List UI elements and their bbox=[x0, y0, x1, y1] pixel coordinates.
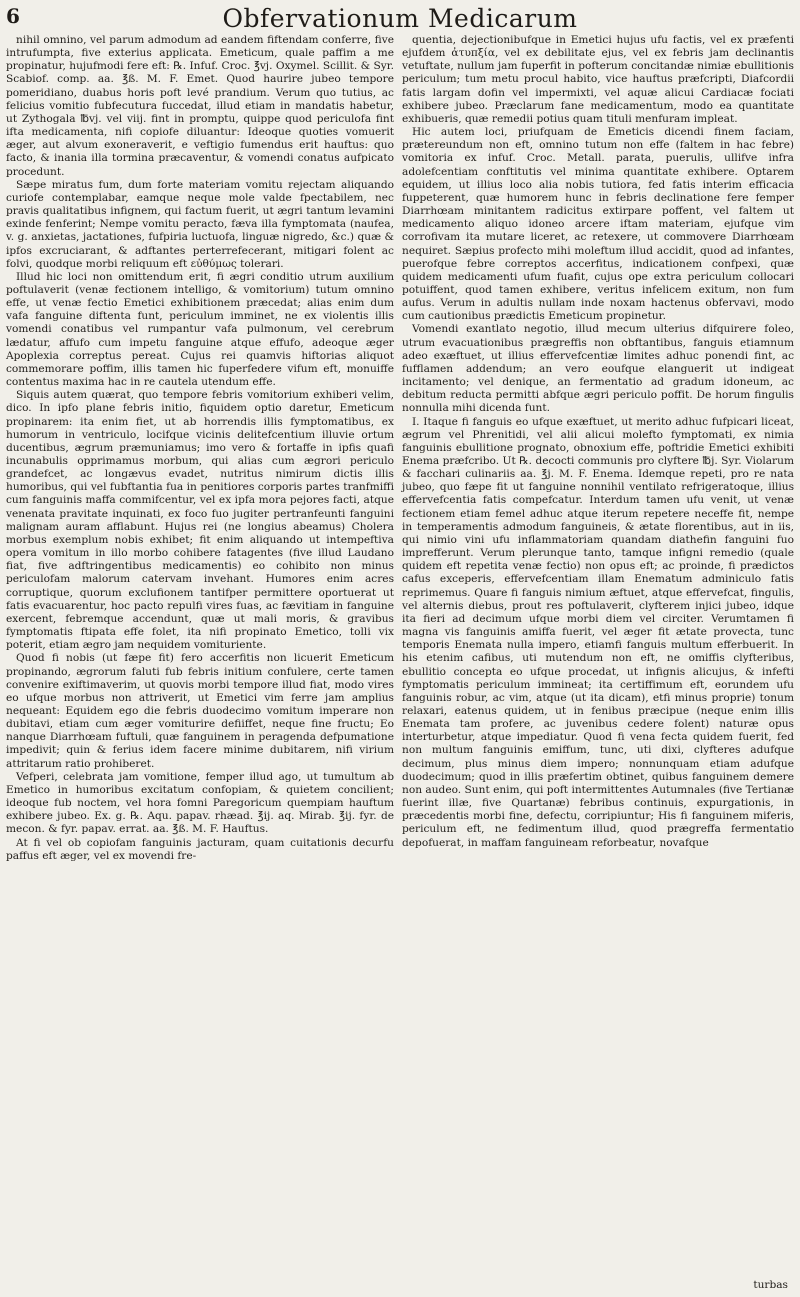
page-header bbox=[0, 4, 800, 32]
paragraph: Sæpe miratus fum, dum forte materiam vomitu rejectam aliquando curiofe contemplabar, eamque neque mole valde fpectabilem, nec pravis qualitatibus infignem, qui factum fuerit, ut ægri tantum levamini exinde fenferint; Nempe vomitu peracto, fæva illa fymptomata (naufea, v. g. anxietas, jactationes, fufpiria luctuofa, linguæ nigredo, &c.) quæ & ipfos excruciarant, & adftantes perterrefecerant, mitigari folent ac folvi, quodque morbi reliquum eft εὐθύμως tolerari. bbox=[6, 178, 394, 270]
paragraph: Quod fi nobis (ut fæpe fit) fero accerfitis non licuerit Emeticum propinando, ægrorum faluti fub febris initium confulere, certe tamen convenire exiftimaverim, ut quovis morbi tempore illud fiat, modo vires eo ufque morbus non attriverit, ut Emetici vim ferre jam amplius nequeant: Equidem ego die febris duodecimo vomitum imperare non dubitavi, etiam cum æger vomiturire defiiffet, neque fine fructu; Eo nanque Diarrhœam fuftuli, quæ fanguinem in peragenda defpumatione impedivit; quin & ferius idem facere minime dubitarem, nifi virium attritarum ratio prohiberet. bbox=[6, 652, 394, 770]
running-head: Obfervationum Medicarum bbox=[222, 4, 578, 33]
page-number: 6 bbox=[6, 4, 20, 28]
paragraph: Hic autem loci, priufquam de Emeticis dicendi finem faciam, prætereundum non eft, omnino tutum non effe (faltem in hac febre) vomitoria ex infuf. Croc. Metall. parata, puerulis, ullifve infra adolefcentiam conftitutis vel minima quantitate exhibere. Optarem equidem, ut illius loco alia nobis tutiora, fed fatis interim efficacia fuppeterent, quæ humorem hunc in febris declinatione fere femper Diarrhœam minitantem radicitus extirpare poffent, vel faltem ut medicamento aliquo idoneo arcere iftam materiam, ejufque vim corrofivam ita mutare liceret, ac retexere, ut commovere Diarrhœam nequiret. Sæpius profecto mihi moleftum illud accidit, quod ad infantes, puerofque febre correptos accerfitus, indicationem confpexi, quæ quidem medicamenti ufum fuafit, cujus ope extra periculum collocari potuiffent, quod tamen exhibere, veritus infelicem exitum, non fum aufus. Verum in adultis nullam inde noxam hactenus obfervavi, modo cum cautionibus prædictis Emeticum propinetur. bbox=[402, 126, 794, 323]
paragraph: quentia, dejectionibufque in Emetici hujus ufu factis, vel ex præfenti ejufdem ἀτυπξία, vel ex debilitate ejus, vel ex febris jam declinantis vetuftate, nullum jam fuperfit in pofterum concitandæ nimiæ ebullitionis periculum; tum metu procul habito, vice hauftus præfcripti, Diafcordii fatis largam dofin vel impermixti, vel aquæ alicui Cardiacæ fociati exhibere jubeo. Præclarum fane medicamentum, modo ea quantitate exhibueris, quæ remedii potius quam tituli menfuram impleat. bbox=[402, 34, 794, 125]
paragraph: Vefperi, celebrata jam vomitione, femper illud ago, ut tumultum ab Emetico in humoribus excitatum confopiam, & quietem concilient; ideoque fub noctem, vel hora fomni Paregoricum quempiam hauftum exhibere jubeo. Ex. g. ℞. Aqu. papav. rhæad. ℥ij. aq. Mirab. ℥ij. fyr. de mecon. & fyr. papav. errat. aa. ℥ß. M. F. Hauftus. bbox=[6, 770, 394, 836]
paragraph: Vomendi exantlato negotio, illud mecum ulterius difquirere foleo, utrum evacuationibus prægreffis non obftantibus, fanguis etiamnum adeo exæftuet, ut illius effervefcentiæ limites adhuc ponendi fint, ac fufflamen addendum; an vero eoufque elanguerit ut indigeat incitamento; vel denique, an fermentatio ad gradum idoneum, ac debitum reducta permitti abfque ægri periculo poffit. De horum fingulis nonnulla mihi dicenda funt. bbox=[402, 323, 794, 415]
catchword: turbas bbox=[753, 1279, 788, 1291]
right-column bbox=[402, 34, 794, 850]
paragraph: Siquis autem quærat, quo tempore febris vomitorium exhiberi velim, dico. In ipfo plane febris initio, fiquidem optio daretur, Emeticum propinarem: ita enim fiet, ut ab horrendis illis fymptomatibus, ex humorum in ventriculo, locifque vicinis delitefcentium illuvie ortum ducentibus, ægrum præmuniamus; imo vero & fortaffe in ipfis quafi incunabulis opprimamus morbum, qui alias cum ægrori periculo grandefcet, ac longævus evadet, nutritus nimirum dictis illis humoribus, qui vel fubftantia fua in penitiores corporis partes tranfmiffi cum fanguinis maffa commifcentur, vel ex ipfa mora pejores facti, atque venenata pravitate inquinati, ex foco fuo jugiter pertranfeunti fanguini malignam auram afflabunt. Hujus rei (ne longius abeamus) Cholera morbus exemplum nobis exhibet; fit enim aliquando ut intempeftiva opera vomitum in illo morbo cohibere fatagentes (five illud Laudano fiat, five adftringentibus medicamentis) eo cohibito non minus periculofam malorum catervam invehant. Humores enim acres corruptique, quorum exclufionem tantifper permittere oportuerat ut fatis evacuarentur, hoc pacto repulfi vires fuas, ac fævitiam in fanguine exercent, febremque accendunt, quæ ut mali moris, & gravibus fymptomatis ftipata effe folet, ita nifi propinato Emetico, tolli vix poterit, etiam ægro jam nequidem vomituriente. bbox=[6, 389, 394, 652]
paragraph: At fi vel ob copiofam fanguinis jacturam, quam cuitationis decurfu paffus eft æger, vel ex movendi fre- bbox=[6, 836, 394, 862]
left-column bbox=[6, 34, 394, 863]
paragraph: I. Itaque fi fanguis eo ufque exæftuet, ut merito adhuc fufpicari liceat, ægrum vel Phrenitidi, vel alii alicui molefto fymptomati, ex nimia fanguinis ebullitione prognato, obnoxium effe, poftridie Emetici exhibiti Enema præfcribo. Ut ℞. decocti communis pro clyftere ℔j. Syr. Violarum & facchari culinariis aa. ℥j. M. F. Enema. Idemque repeti, pro re nata jubeo, quo fæpe fit ut fanguine nonnihil ventilato refrigeratoque, illius effervefcentia fatis compefcatur. Interdum tamen ufu venit, ut venæ fectionem etiam femel adhuc atque iterum repetere neceffe fit, nempe in temperamentis admodum fanguineis, & ætate florentibus, aut in iis, qui nimio vini ufu inflammatoriam quandam diathefin fanguini fuo imprefferunt. Verum plerunque tanto, tamque infigni remedio (quale quidem eft repetita venæ fectio) non opus eft; ac proinde, fi prædictos cafus exceperis, effervefcentiam illam Enematum adminiculo fatis reprimemus. Quare fi fanguis nimium æftuet, atque effervefcat, fingulis, vel alternis diebus, prout res poftulaverit, clyfterem injici jubeo, idque ita fieri ad decimum ufque morbi diem vel circiter. Verumtamen fi magna vis fanguinis amiffa fuerit, vel æger fit ætate provecta, tunc temporis Enemata nulla impero, etiamfi fanguis multum efferbuerit. In his etenim cafibus, uti mutendum non eft, ne omiffis clyfteribus, ebullitio concepta eo ufque procedat, ut infignis alicujus, & infefti fymptomatis periculum immineat; ita certiffimum eft, eorundem ufu fanguinis robur, ac vim, atque (ut ita dicam), etfi minus proprie) tonum relaxari, eatenus quidem, ut in fenibus præcipue (neque enim illis Enemata tam profere, ac juvenibus cedere folent) naturæ opus interturbetur, atque impediatur. Quod fi vena fecta quidem fuerit, fed non multum fanguinis emiffum, tunc, uti dixi, clyfteres adufque decimum, plus minus diem impero; nonnunquam etiam adufque duodecimum; quod in illis præfertim obtinet, quibus fanguinem demere non audeo. Sunt enim, qui poft intermittentes Autumnales (five Tertianæ fuerint illæ, five Quartanæ) febribus continuis, expurgationis, in præcedentis morbi fine, defectu, corripiuntur; His fi fanguinem miferis, periculum eft, ne fedimentum illud, quod prægreffa fermentatio depofuerat, in maffam fanguineam reforbeatur, novafque bbox=[402, 415, 794, 849]
paragraph: nihil omnino, vel parum admodum ad eandem fiftendam conferre, five intrufumpta, five exterius applicata. Emeticum, quale paffim a me propinatur, hujufmodi fere eft: ℞. Infuf. Croc. ℥vj. Oxymel. Scillit. & Syr. Scabiof. comp. aa. ℥ß. M. F. Emet. Quod haurire jubeo tempore pomeridiano, duabus horis poft levé prandium. Verum quo tutius, ac felicius vomitio fubfecutura fuccedat, illud etiam in mandatis habetur, ut Zythogala ℔vj. vel viij. fint in promptu, quippe quod periculofa fint ifta medicamenta, nifi copiofe diluantur: Ideoque quoties vomuerit æger, aut alvum exoneraverit, e veftigio fumendus erit hauftus: quo facto, & inania illa tormina præcaventur, & vomendi conatus aufpicato procedunt. bbox=[6, 34, 394, 178]
paragraph: Illud hic loci non omittendum erit, fi ægri conditio utrum auxilium poftulaverit (venæ fectionem intelligo, & vomitorium) tutum omnino effe, ut venæ fectio Emetici exhibitionem præcedat; alias enim dum vafa fanguine diftenta funt, periculum imminet, ne ex violentis illis vomendi conatibus vel rumpantur vafa pulmonum, vel cerebrum lædatur, affufo cum impetu fanguine atque effufo, adeoque æger Apoplexia correptus pereat. Cujus rei quamvis hiftorias aliquot commemorare poffim, illis tamen hic fuperfedere vifum eft, monuiffe contentus maxima hac in re cautela utendum effe. bbox=[6, 270, 394, 389]
